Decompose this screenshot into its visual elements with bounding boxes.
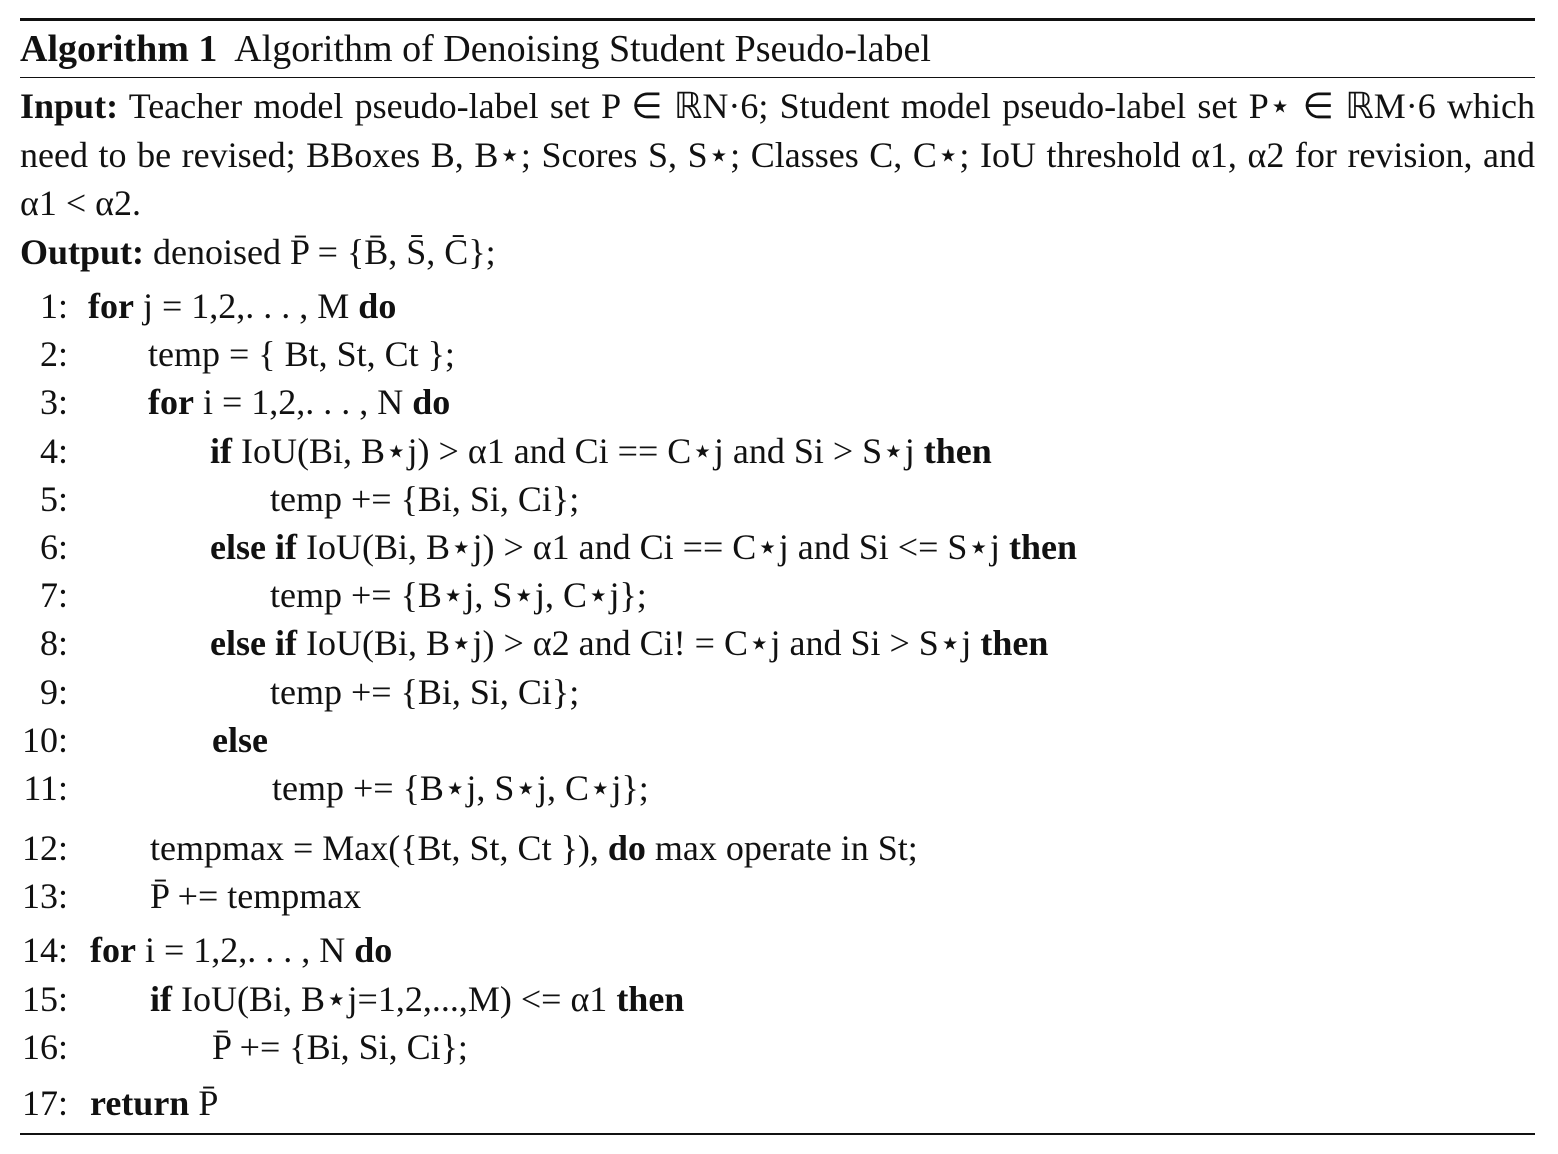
line-code: for i = 1,2,. . . , N do <box>148 382 451 423</box>
line-code: temp += {B⋆j, S⋆j, C⋆j}; <box>270 575 647 616</box>
line-code: temp += {B⋆j, S⋆j, C⋆j}; <box>272 767 649 808</box>
input-label: Input: <box>20 86 119 126</box>
algo-line-6 <box>20 523 1535 571</box>
line-code: else if IoU(Bi, B⋆j) > α1 and Ci == C⋆j and Si <= S⋆j then <box>210 526 1077 567</box>
algo-line-7 <box>20 571 1535 619</box>
line-number: 6: <box>39 526 68 567</box>
algo-line-3 <box>20 378 1535 426</box>
algo-line-11 <box>20 764 1535 812</box>
input-block <box>20 78 1535 228</box>
algo-line-8 <box>20 619 1535 667</box>
line-code: P̄ += {Bi, Si, Ci}; <box>212 1026 468 1067</box>
algorithm-box <box>20 18 1535 1135</box>
line-number: 10: <box>21 719 68 760</box>
line-number: 11: <box>23 767 68 808</box>
line-code: for j = 1,2,. . . , M do <box>88 286 397 326</box>
output-text: denoised P̄ = {B̄, S̄, C̄}; <box>153 231 496 272</box>
line-code: return P̄ <box>90 1083 219 1123</box>
output-label: Output: <box>20 231 145 272</box>
line-code: P̄ += tempmax <box>150 876 362 917</box>
algo-line-5 <box>20 475 1535 523</box>
line-number: 8: <box>39 623 68 664</box>
line-code: for i = 1,2,. . . , N do <box>90 930 393 971</box>
algo-line-14 <box>20 926 1535 974</box>
line-code: temp += {Bi, Si, Ci}; <box>270 671 580 712</box>
algorithm-label: Algorithm 1 <box>20 28 218 70</box>
line-number: 2: <box>39 334 68 375</box>
line-code: else if IoU(Bi, B⋆j) > α2 and Ci! = C⋆j and Si > S⋆j then <box>210 623 1049 664</box>
line-number: 3: <box>39 382 68 423</box>
algo-line-4 <box>20 427 1535 475</box>
algo-line-12 <box>20 824 1535 872</box>
algo-line-10 <box>20 716 1535 764</box>
algo-line-13 <box>20 872 1535 920</box>
algo-line-2 <box>20 330 1535 378</box>
line-number: 16: <box>21 1026 68 1067</box>
algorithm-caption <box>20 21 1535 77</box>
algo-line-16 <box>20 1023 1535 1071</box>
line-code: if IoU(Bi, B⋆j) > α1 and Ci == C⋆j and Si > S⋆j then <box>210 430 992 471</box>
bottom-rule <box>20 1133 1535 1135</box>
line-number: 14: <box>21 930 68 971</box>
line-number: 13: <box>21 876 68 917</box>
line-code: temp += {Bi, Si, Ci}; <box>270 478 580 519</box>
algo-line-17 <box>20 1079 1535 1127</box>
output-block <box>20 228 1535 277</box>
algo-line-15 <box>20 975 1535 1023</box>
line-code: if IoU(Bi, B⋆j=1,2,...,M) <= α1 then <box>150 978 685 1019</box>
line-number: 5: <box>39 478 68 519</box>
line-number: 15: <box>21 978 68 1019</box>
line-number: 1: <box>39 286 68 326</box>
line-number: 4: <box>39 430 68 471</box>
line-code: temp = { Bt, St, Ct }; <box>148 334 455 375</box>
line-number: 9: <box>39 671 68 712</box>
algorithm-title: Algorithm of Denoising Student Pseudo-label <box>234 28 931 70</box>
line-code: tempmax = Max({Bt, St, Ct }), do max operate in St; <box>150 828 918 869</box>
input-text: Teacher model pseudo-label set P ∈ ℝN·6; Student model pseudo-label set P⋆ ∈ ℝM·6 which need to be revised; BBoxes B, B⋆; Scores S, S⋆; Classes C, C⋆; IoU threshold α1, α2 for revision, and α1 < α2. <box>20 86 1535 223</box>
line-number: 12: <box>21 828 68 869</box>
line-code: else <box>212 719 268 760</box>
line-number: 17: <box>21 1083 68 1123</box>
line-number: 7: <box>39 575 68 616</box>
algo-line-1 <box>20 282 1535 330</box>
algo-line-9 <box>20 668 1535 716</box>
